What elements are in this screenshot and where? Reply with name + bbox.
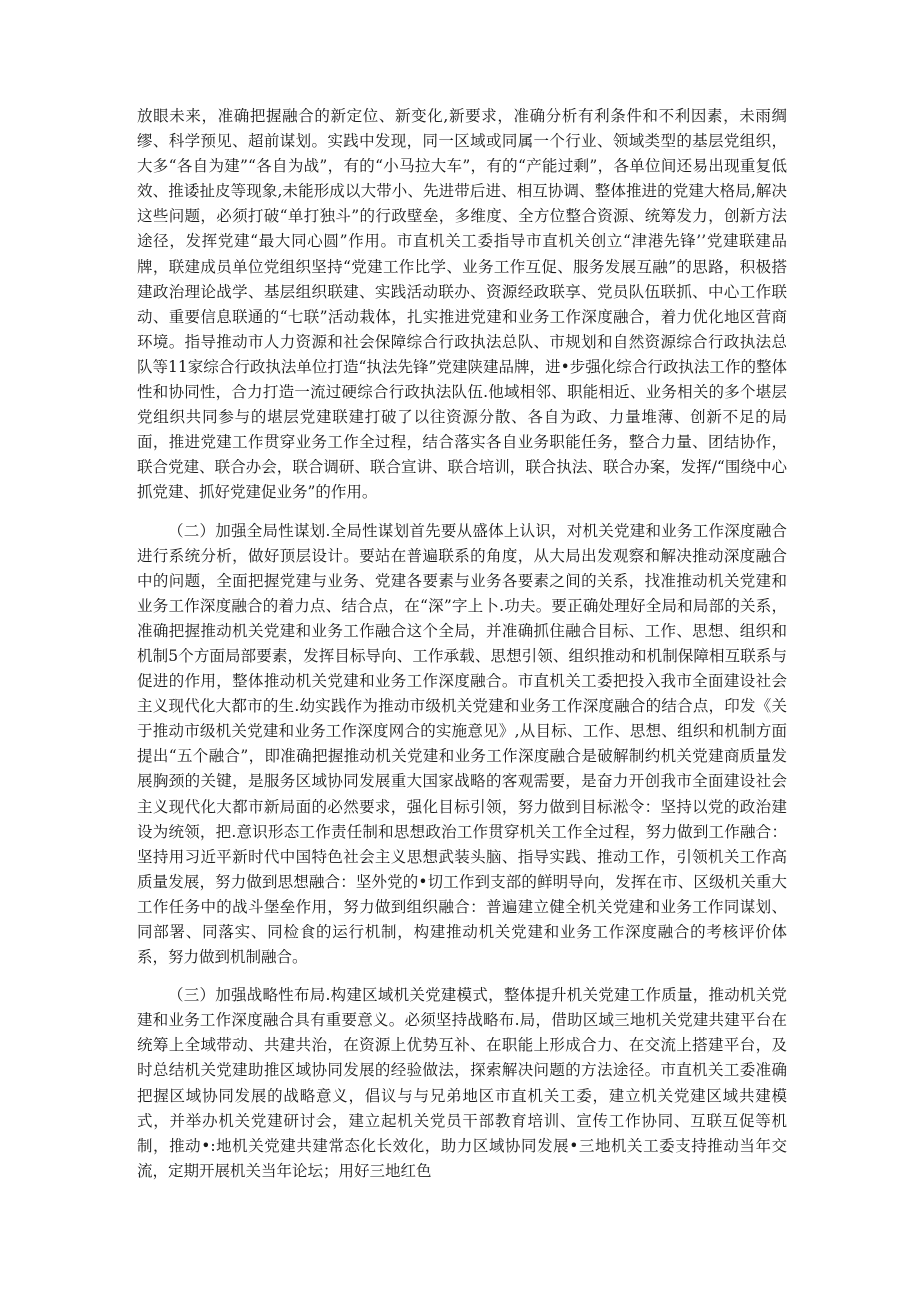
body-paragraph-1: 放眼未来，准确把握融合的新定位、新变化,新要求，准确分析有利条件和不利因素，未雨绸缪、科学预见、超前谋划。实践中发现，同一区域或同属一个行业、领域类型的基层党组织，大多“各自为建”“各自为战”，有的“小马拉大车”，有的“产能过剩”，各单位间还易出现重复低效、推诿扯皮等现象,未能形成以大带小、先进带后进、相互协调、整体推进的党建大格局,解决这些问题，必须打破“单打独斗”的行政壁垒，多维度、全方位整合资源、统筹发力，创新方法途径，发挥党建“最大同心圆”作用。市直机关工委指导市直机关创立“津港先锋’’党建联建品牌，联建成员单位党组织坚持“党建工作比学、业务工作互促、服务发展互融”的思路，积极搭建政治理论战学、基层组织联建、实践活动联办、资源经政联享、党员队伍联抓、中心工作联动、重要信息联通的“七联”活动栽体，扎实推进党建和业务工作深度融合，着力优化地区营商环境。指导推动市人力资源和社会保障综合行政执法总队、市规划和自然资源综合行政执法总队等11家综合行政执法单位打造“执法先锋”党建陕建品牌，进•步强化综合行政执法工作的整体性和协同性，合力打造一流过硬综合行政执法队伍.他域相邻、职能相近、业务相关的多个堪层党组织共同参与的堪层党建联建打破了以往资源分散、各自为政、力量堆薄、创新不足的局面，推进党建工作贯穿业务工作全过程，结合落实各自业务职能任务，整合力量、团结协作，联合党建、联合办会，联合调研、联合宣讲、联合培训，联合执法、联合办案，发挥/“围绕中心抓党建、抓好党建促业务”的作用。 <box>137 107 787 502</box>
body-paragraph-2: （二）加强全局性谋划.全局性谋划首先要从盛体上认识，对机关党建和业务工作深度融合进行系统分析，做好顶层设计。要站在普遍联系的角度，从大局出发观察和解决推动深度融合中的问题，全面把握党建与业务、党建各要素与业务各要素之间的关系，找准推动机关党建和业务工作深度融合的着力点、结合点，在“深”字上卜.功夫。要正确处理好全局和局部的关系，准确把握推动机关党建和业务工作融合这个全局，并准确抓住融合目标、工作、思想、组织和机制5个方面局部要素，发挥目标导向、工作承载、思想引领、组织推动和机制保障相互联系与促进的作用，整体推动机关党建和业务工作深度融合。市直机关工委把投入我市全面建设社会主义现代化大都市的生.幼实践作为推动市级机关党建和业务工作深度融合的结合点，印发《关于推动市级机关党建和业务工作深度网合的实施意见》,从目标、工作、思想、组织和机制方面提出“五个融合”，即准确把握推动机关党建和业务工作深度融合是破解制约机关党建商质量发展胸颈的关键，是服务区域协同发展重大国家战略的客观需要，是奋力开创我市全面建设社会主义现代化大都市新局面的必然要求，强化目标引领，努力做到目标淞令：坚持以党的政治建设为统领，把.意识形态工作责任制和思想政治工作贯穿机关工作全过程，努力做到工作融合：坚持用习近平新时代中国特色社会主义思想武装头脑、指导实践、推动工作，引领机关工作高质量发展，努力做到思想融合：坚外党的•切工作到支部的鲜明导向，发挥在市、区级机关重大工作任务中的战斗堡垒作用，努力做到组织融合：普遍建立健全机关党建和业务工作同谋划、同部署、同落实、同检食的运行机制，构建推动机关党建和业务工作深度融合的考核评价体系，努力做到机制融合。 <box>137 521 787 967</box>
document-page <box>137 104 787 1197</box>
body-paragraph-3: （三）加强战略性布局.构建区域机关党建模式，整体提升机关党建工作质量，推动机关党建和业务工作深度融合具有重要意义。必须坚持战略布.局，借助区域三地机关党建共建平台在统筹上全域带动、共建共治，在资源上优势互补、在职能上形成合力、在交流上搭建平台，及时总结机关党建助推区域协同发展的经验做法，探索解决问题的方法途径。市直机关工委准确把握区域协同发展的战略意义，倡议与与兄弟地区市直机关工委，建立机关党建区域共建模式，并举办机关党建研讨会，建立起机关党员干部教育培训、宣传工作协同、互联互促等机制，推动•:地机关党建共建常态化长效化，助力区域协同发展•三地机关工委支持推动当年交流，定期开展机关当年论坛；用好三地红色 <box>137 986 787 1180</box>
